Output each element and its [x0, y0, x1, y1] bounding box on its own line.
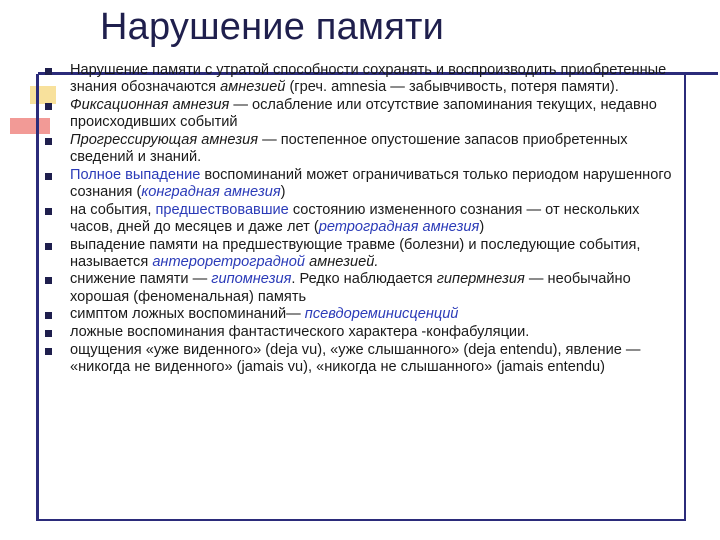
term-amnesia: амнезией	[220, 79, 286, 96]
square-bullet-icon	[45, 103, 52, 110]
list-item-fixation-amnesia: Фиксационная амнезия — ослабление или отсутствие запоминания текущих, недавно происходивших событий	[40, 97, 680, 131]
term-hypermnesia: гипермнезия	[436, 271, 525, 288]
square-bullet-icon	[45, 243, 52, 250]
content-list	[40, 62, 680, 377]
link-preceding[interactable]: предшествовавшие	[155, 201, 289, 218]
term-retrograde-amnesia[interactable]: ретроградная амнезия	[318, 218, 480, 235]
list-item-hypomnesia: снижение памяти — гипомнезия. Редко наблюдается гипермнезия — необычайно хорошая (феноменальная) память	[40, 271, 680, 305]
list-item-congrade-amnesia: Полное выпадение воспоминаний может ограничиваться только периодом нарушенного сознания (конградная амнезия)	[40, 167, 680, 201]
frame-left-border	[36, 74, 39, 520]
frame-right-border	[684, 74, 686, 520]
list-item-retrograde-amnesia: на события, предшествовавшие состоянию измененного сознания — от нескольких часов, дней до месяцев и даже лет (ретроградная амнезия)	[40, 202, 680, 236]
square-bullet-icon	[45, 208, 52, 215]
term-anteroretrograde[interactable]: антероретроградной	[152, 253, 306, 270]
term-progressive-amnesia: Прогрессирующая амнезия	[70, 131, 259, 148]
square-bullet-icon	[45, 138, 52, 145]
list-item-anteroretrograde-amnesia: выпадение памяти на предшествующие травме (болезни) и последующие события, называется антероретроградной амнезией.	[40, 237, 680, 271]
frame-bottom-border	[36, 519, 686, 521]
square-bullet-icon	[45, 68, 52, 75]
list-item-pseudoreminiscence: симптом ложных воспоминаний— псевдореминисценций	[40, 306, 680, 323]
square-bullet-icon	[45, 348, 52, 355]
square-bullet-icon	[45, 277, 52, 284]
list-item-progressive-amnesia: Прогрессирующая амнезия — постепенное опустошение запасов приобретенных сведений и знаний.	[40, 132, 680, 166]
term-congrade-amnesia[interactable]: конградная амнезия	[141, 183, 281, 200]
square-bullet-icon	[45, 312, 52, 319]
term-pseudoreminiscence[interactable]: псевдореминисценций	[304, 306, 459, 323]
square-bullet-icon	[45, 173, 52, 180]
slide-title: Нарушение памяти	[100, 6, 445, 48]
term-hypomnesia[interactable]: гипомнезия	[211, 271, 292, 288]
term-fixation-amnesia: Фиксационная амнезия	[70, 96, 230, 113]
list-item-deja-vu: ощущения «уже виденного» (deja vu), «уже слышанного» (deja entendu), явление — «никогда не виденного» (jamais vu), «никогда не слышанного» (jamais entendu)	[40, 342, 680, 376]
link-full-loss[interactable]: Полное выпадение	[70, 166, 201, 183]
list-item-confabulation: ложные воспоминания фантастического характера -конфабуляции.	[40, 324, 680, 341]
square-bullet-icon	[45, 330, 52, 337]
list-item-amnesia-definition: Нарушение памяти с утратой способности сохранять и воспроизводить приобретенные знания обозначаются амнезией (греч. amnesia — забывчивость, потеря памяти).	[40, 62, 680, 96]
